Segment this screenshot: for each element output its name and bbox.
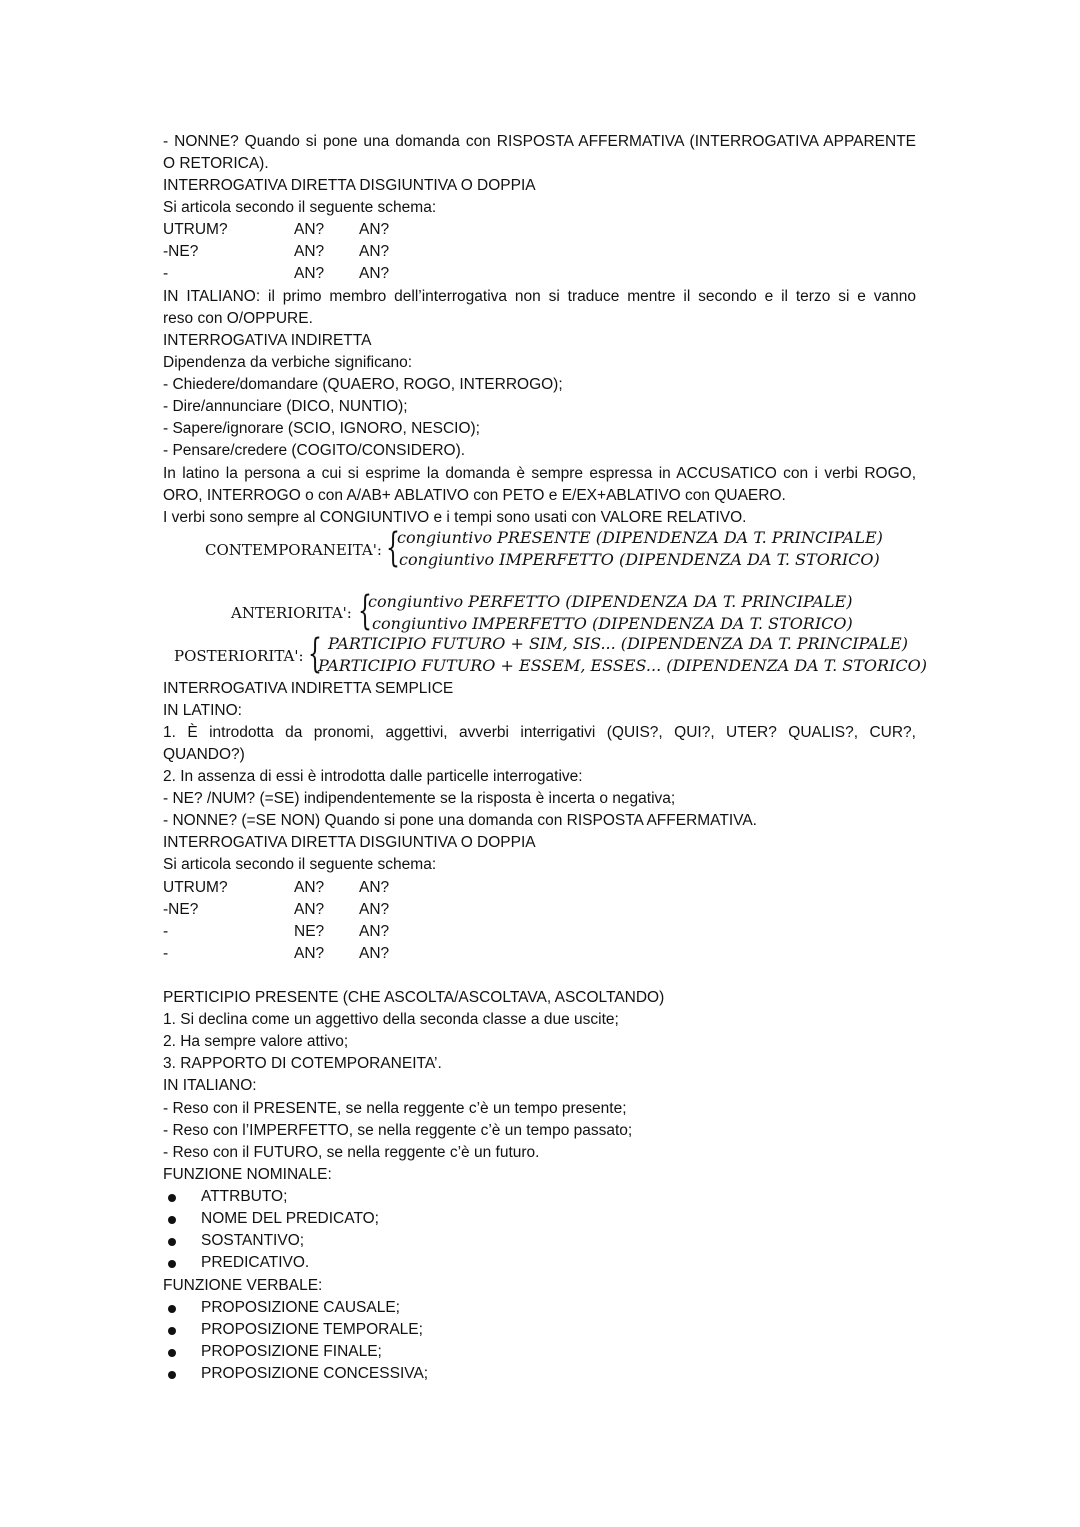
text-line: IN ITALIANO: bbox=[163, 1077, 257, 1094]
list-item: PROPOSIZIONE FINALE; bbox=[201, 1343, 382, 1360]
schema-cell: AN? bbox=[359, 945, 390, 962]
text-line: 3. RAPPORTO DI COTEMPORANEITA’. bbox=[163, 1055, 442, 1072]
text-line: reso con O/OPPURE. bbox=[163, 310, 313, 327]
list-item: ATTRBUTO; bbox=[201, 1188, 288, 1205]
text-line: - NE? /NUM? (=SE) indipendentemente se la risposta è incerta o negativa; bbox=[163, 790, 676, 807]
schema-cell: -NE? bbox=[163, 243, 199, 260]
section-heading: INTERROGATIVA DIRETTA DISGIUNTIVA O DOPPIA bbox=[163, 177, 536, 194]
schema-cell: NE? bbox=[294, 923, 325, 940]
text-line: - NONNE? (=SE NON) Quando si pone una domanda con RISPOSTA AFFERMATIVA. bbox=[163, 812, 757, 829]
schema-cell: AN? bbox=[359, 923, 390, 940]
schema-cell: AN? bbox=[294, 879, 325, 896]
section-heading: INTERROGATIVA INDIRETTA SEMPLICE bbox=[163, 680, 454, 697]
schema-cell: - bbox=[163, 945, 169, 962]
section-heading: FUNZIONE VERBALE: bbox=[163, 1277, 323, 1294]
schema-cell: AN? bbox=[359, 901, 390, 918]
text-line: 1. È introdotta da pronomi, aggettivi, avverbi interrigativi (QUIS?, QUI?, UTER? QUALIS?, CUR?, bbox=[163, 724, 916, 741]
section-heading: PERTICIPIO PRESENTE (CHE ASCOLTA/ASCOLTAVA, ASCOLTANDO) bbox=[163, 989, 665, 1006]
schema-cell: AN? bbox=[294, 221, 325, 238]
list-item: PROPOSIZIONE TEMPORALE; bbox=[201, 1321, 423, 1338]
formula-line: congiuntivo IMPERFETTO (DIPENDENZA DA T. STORICO) bbox=[399, 550, 880, 569]
formula-label: POSTERIORITA': bbox=[174, 647, 304, 665]
schema-cell: AN? bbox=[294, 901, 325, 918]
text-line: ORO, INTERROGO o con A/AB+ ABLATIVO con PETO e E/EX+ABLATIVO con QUAERO. bbox=[163, 487, 786, 504]
brace-icon: { bbox=[358, 588, 372, 634]
text-line: - Sapere/ignorare (SCIO, IGNORO, NESCIO); bbox=[163, 420, 480, 437]
bullet-icon bbox=[168, 1216, 176, 1224]
formula-line: congiuntivo PERFETTO (DIPENDENZA DA T. PRINCIPALE) bbox=[368, 592, 853, 611]
text-line: 2. In assenza di essi è introdotta dalle particelle interrogative: bbox=[163, 768, 583, 785]
brace-icon: { bbox=[308, 631, 322, 677]
schema-cell: -NE? bbox=[163, 901, 199, 918]
bullet-icon bbox=[168, 1371, 176, 1379]
schema-cell: AN? bbox=[294, 265, 325, 282]
list-item: NOME DEL PREDICATO; bbox=[201, 1210, 379, 1227]
schema-cell: AN? bbox=[294, 945, 325, 962]
bullet-icon bbox=[168, 1194, 176, 1202]
text-line: - Reso con il PRESENTE, se nella reggente c’è un tempo presente; bbox=[163, 1100, 627, 1117]
formula-label: CONTEMPORANEITA': bbox=[205, 541, 382, 559]
schema-cell: AN? bbox=[359, 879, 390, 896]
schema-cell: AN? bbox=[359, 221, 390, 238]
text-line: I verbi sono sempre al CONGIUNTIVO e i tempi sono usati con VALORE RELATIVO. bbox=[163, 509, 747, 526]
text-line: Dipendenza da verbiche significano: bbox=[163, 354, 413, 371]
bullet-icon bbox=[168, 1238, 176, 1246]
text-line: - Reso con l’IMPERFETTO, se nella reggente c’è un tempo passato; bbox=[163, 1122, 633, 1139]
text-line: - Reso con il FUTURO, se nella reggente c’è un futuro. bbox=[163, 1144, 540, 1161]
schema-cell: AN? bbox=[359, 265, 390, 282]
schema-cell: - bbox=[163, 265, 169, 282]
schema-cell: UTRUM? bbox=[163, 221, 228, 238]
formula-line: congiuntivo PRESENTE (DIPENDENZA DA T. PRINCIPALE) bbox=[397, 528, 883, 547]
list-item: SOSTANTIVO; bbox=[201, 1232, 305, 1249]
formula-label: ANTERIORITA': bbox=[231, 604, 352, 622]
section-heading: INTERROGATIVA INDIRETTA bbox=[163, 332, 372, 349]
text-line: - Dire/annunciare (DICO, NUNTIO); bbox=[163, 398, 408, 415]
list-item: PROPOSIZIONE CAUSALE; bbox=[201, 1299, 400, 1316]
text-line: In latino la persona a cui si esprime la domanda è sempre espressa in ACCUSATICO con i verbi ROGO, bbox=[163, 465, 916, 482]
text-line: 1. Si declina come un aggettivo della seconda classe a due uscite; bbox=[163, 1011, 619, 1028]
text-line: - Chiedere/domandare (QUAERO, ROGO, INTERROGO); bbox=[163, 376, 563, 393]
text-line: 2. Ha sempre valore attivo; bbox=[163, 1033, 349, 1050]
text-line: - NONNE? Quando si pone una domanda con RISPOSTA AFFERMATIVA (INTERROGATIVA APPARENTE bbox=[163, 133, 916, 150]
bullet-icon bbox=[168, 1305, 176, 1313]
text-line: QUANDO?) bbox=[163, 746, 245, 763]
schema-cell: - bbox=[163, 923, 169, 940]
text-line: Si articola secondo il seguente schema: bbox=[163, 856, 437, 873]
formula-line: congiuntivo IMPERFETTO (DIPENDENZA DA T. STORICO) bbox=[372, 614, 853, 633]
bullet-icon bbox=[168, 1260, 176, 1268]
schema-cell: AN? bbox=[294, 243, 325, 260]
section-heading: INTERROGATIVA DIRETTA DISGIUNTIVA O DOPPIA bbox=[163, 834, 536, 851]
list-item: PREDICATIVO. bbox=[201, 1254, 310, 1271]
bullet-icon bbox=[168, 1349, 176, 1357]
text-line: O RETORICA). bbox=[163, 155, 269, 172]
text-line: Si articola secondo il seguente schema: bbox=[163, 199, 437, 216]
text-line: IN LATINO: bbox=[163, 702, 242, 719]
bullet-icon bbox=[168, 1327, 176, 1335]
list-item: PROPOSIZIONE CONCESSIVA; bbox=[201, 1365, 429, 1382]
schema-cell: UTRUM? bbox=[163, 879, 228, 896]
formula-line: PARTICIPIO FUTURO + ESSEM, ESSES... (DIPENDENZA DA T. STORICO) bbox=[318, 656, 928, 675]
text-line: IN ITALIANO: il primo membro dell’interrogativa non si traduce mentre il secondo e il terzo si e vanno bbox=[163, 288, 916, 305]
schema-cell: AN? bbox=[359, 243, 390, 260]
section-heading: FUNZIONE NOMINALE: bbox=[163, 1166, 332, 1183]
formula-line: PARTICIPIO FUTURO + SIM, SIS... (DIPENDENZA DA T. PRINCIPALE) bbox=[328, 634, 908, 653]
text-line: - Pensare/credere (COGITO/CONSIDERO). bbox=[163, 442, 466, 459]
brace-icon: { bbox=[386, 525, 400, 571]
